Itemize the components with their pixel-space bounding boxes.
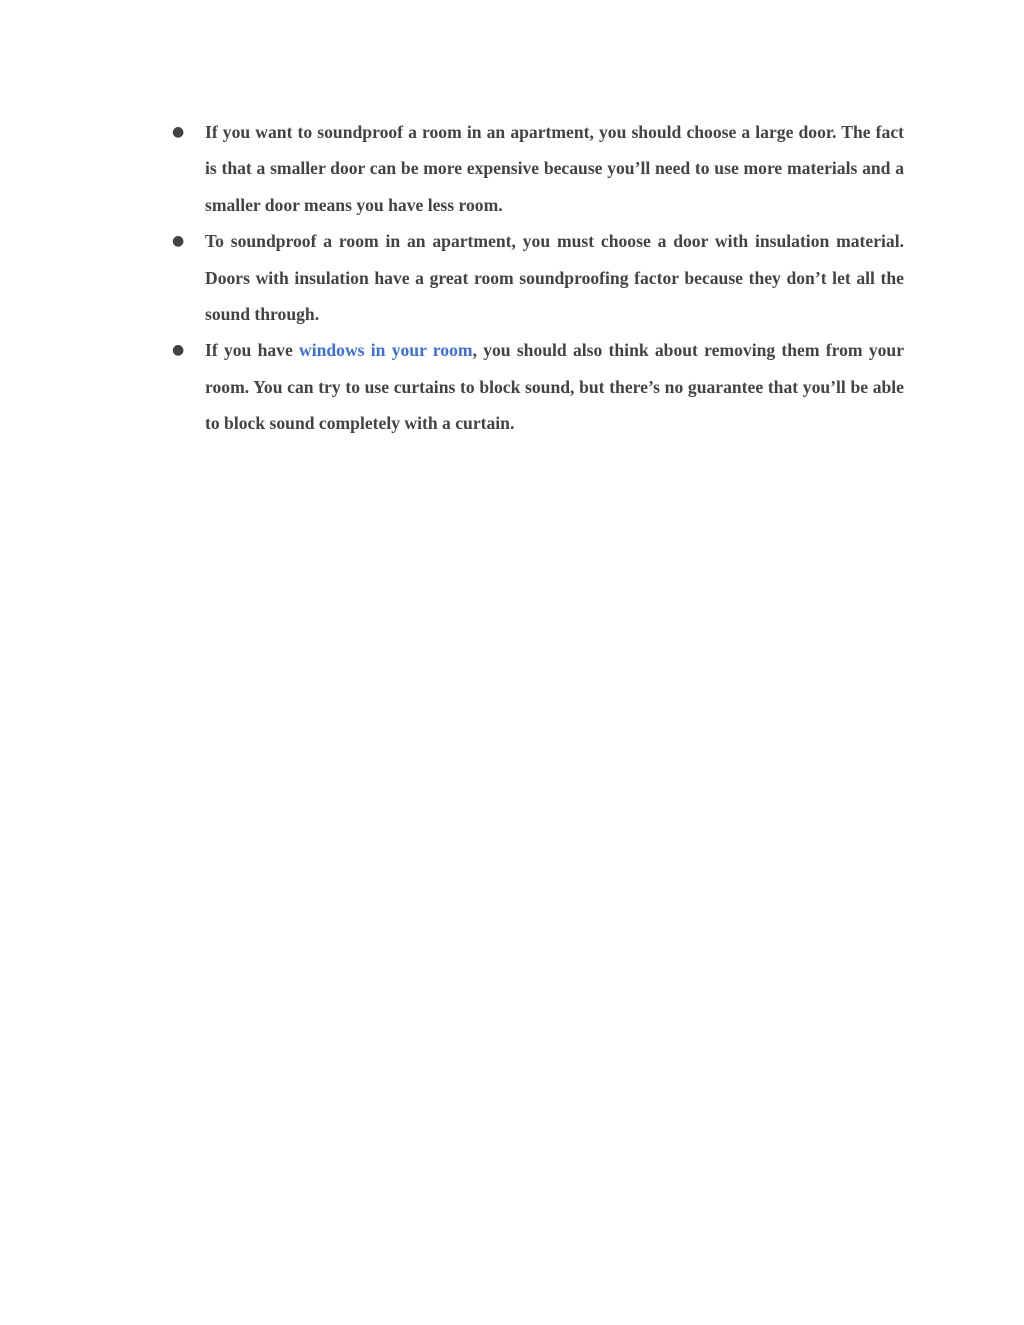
bullet-icon: ● [172, 342, 185, 359]
list-item [172, 114, 904, 223]
bullet-icon: ● [172, 124, 185, 140]
list-item-text: If you want to soundproof a room in an apartment, you should choose a large door. The fact is that a smaller door can be more expensive because you’ll need to use more materials and a smaller door means you have less room. [205, 122, 904, 215]
list-item-text: To soundproof a room in an apartment, you must choose a door with insulation material. Doors with insulation have a great room soundproofing factor because they don’t let all the sound through. [205, 231, 904, 325]
windows-in-your-room-link[interactable]: windows in your room [299, 340, 473, 361]
list-item [172, 332, 904, 441]
list-item [172, 223, 904, 332]
bullet-icon: ● [172, 233, 185, 250]
bullet-list [172, 114, 904, 442]
list-item-text-before-link: If you have [205, 340, 300, 361]
list-item-text-after-link: , you should also think about removing them from your room. You can try to use curtains to block sound, but there’s no guarantee that you’ll be able to block sound completely with a curtain. [205, 340, 905, 434]
